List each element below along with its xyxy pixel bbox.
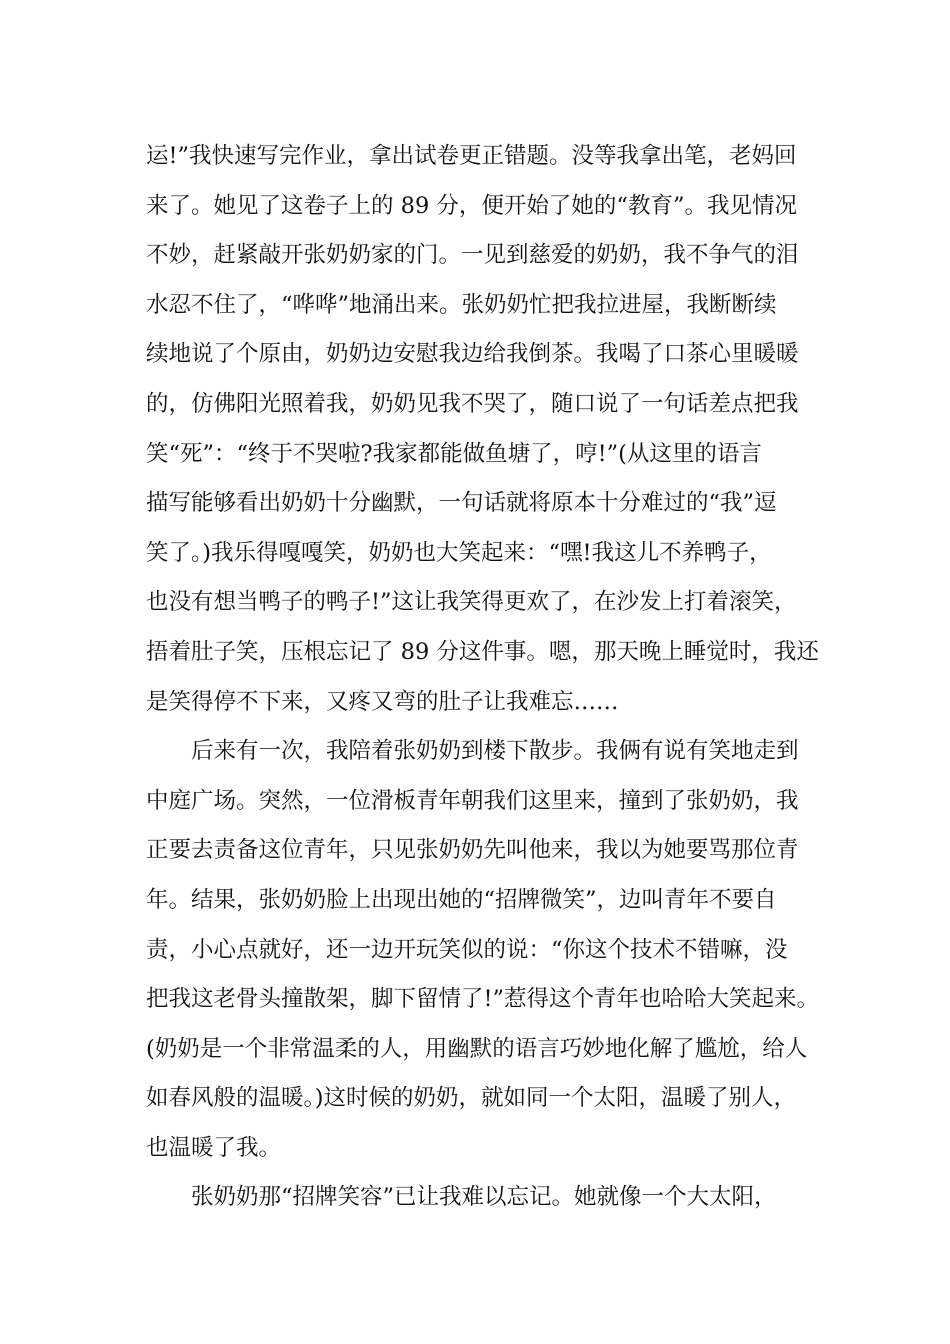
text-line: 来了。她见了这卷子上的 89 分，便开始了她的“教育”。我见情况 [146, 192, 797, 219]
text-line: 也温暖了我。 [146, 1134, 282, 1161]
text-line: 运!”我快速写完作业，拿出试卷更正错题。没等我拿出笔，老妈回 [146, 143, 797, 169]
text-line: 的，仿佛阳光照着我，奶奶见我不哭了，随口说了一句话差点把我 [146, 390, 799, 417]
text-line: 不妙，赶紧敲开张奶奶家的门。一见到慈爱的奶奶，我不争气的泪 [146, 242, 799, 269]
text-line: 正要去责备这位青年，只见张奶奶先叫他来，我以为她要骂那位青 [146, 837, 799, 864]
essay-body [146, 132, 866, 1223]
text-line: 中庭广场。突然，一位滑板青年朝我们这里来，撞到了张奶奶，我 [146, 787, 799, 814]
text-line: 描写能够看出奶奶十分幽默，一句话就将原本十分难过的“我”逗 [146, 490, 777, 517]
text-line: 捂着肚子笑，压根忘记了 89 分这件事。嗯，那天晚上睡觉时，我还 [146, 638, 819, 665]
paragraph-first-line: 后来有一次，我陪着张奶奶到楼下散步。我俩有说有笑地走到 [191, 738, 799, 765]
text-line: 如春风般的温暖。)这时候的奶奶，就如同一个太阳，温暖了别人， [146, 1085, 797, 1112]
text-line: 笑了。)我乐得嘎嘎笑，奶奶也大笑起来：“嘿!我这儿不养鸭子， [146, 539, 772, 566]
text-line: 责，小心点就好，还一边开玩笑似的说：“你这个技术不错嘛，没 [146, 936, 788, 963]
paragraph-first-line: 张奶奶那“招牌笑容”已让我难以忘记。她就像一个大太阳， [191, 1184, 777, 1211]
text-line: 把我这老骨头撞散架，脚下留情了!”惹得这个青年也哈哈大笑起来。 [146, 986, 820, 1013]
text-line: 笑“死”：“终于不哭啦?我家都能做鱼塘了，哼!”(从这里的语言 [146, 440, 762, 467]
text-line: 年。结果，张奶奶脸上出现出她的“招牌微笑”，边叫青年不要自 [146, 886, 777, 913]
text-line: 是笑得停不下来，又疼又弯的肚子让我难忘…… [146, 688, 619, 715]
text-line: 也没有想当鸭子的鸭子!”这让我笑得更欢了，在沙发上打着滚笑， [146, 589, 797, 616]
text-line: 水忍不住了，“哗哗”地涌出来。张奶奶忙把我拉进屋，我断断续 [146, 291, 777, 318]
text-line: 续地说了个原由，奶奶边安慰我边给我倒茶。我喝了口茶心里暖暖 [146, 341, 799, 368]
text-line: (奶奶是一个非常温柔的人，用幽默的语言巧妙地化解了尴尬，给人 [146, 1035, 808, 1062]
